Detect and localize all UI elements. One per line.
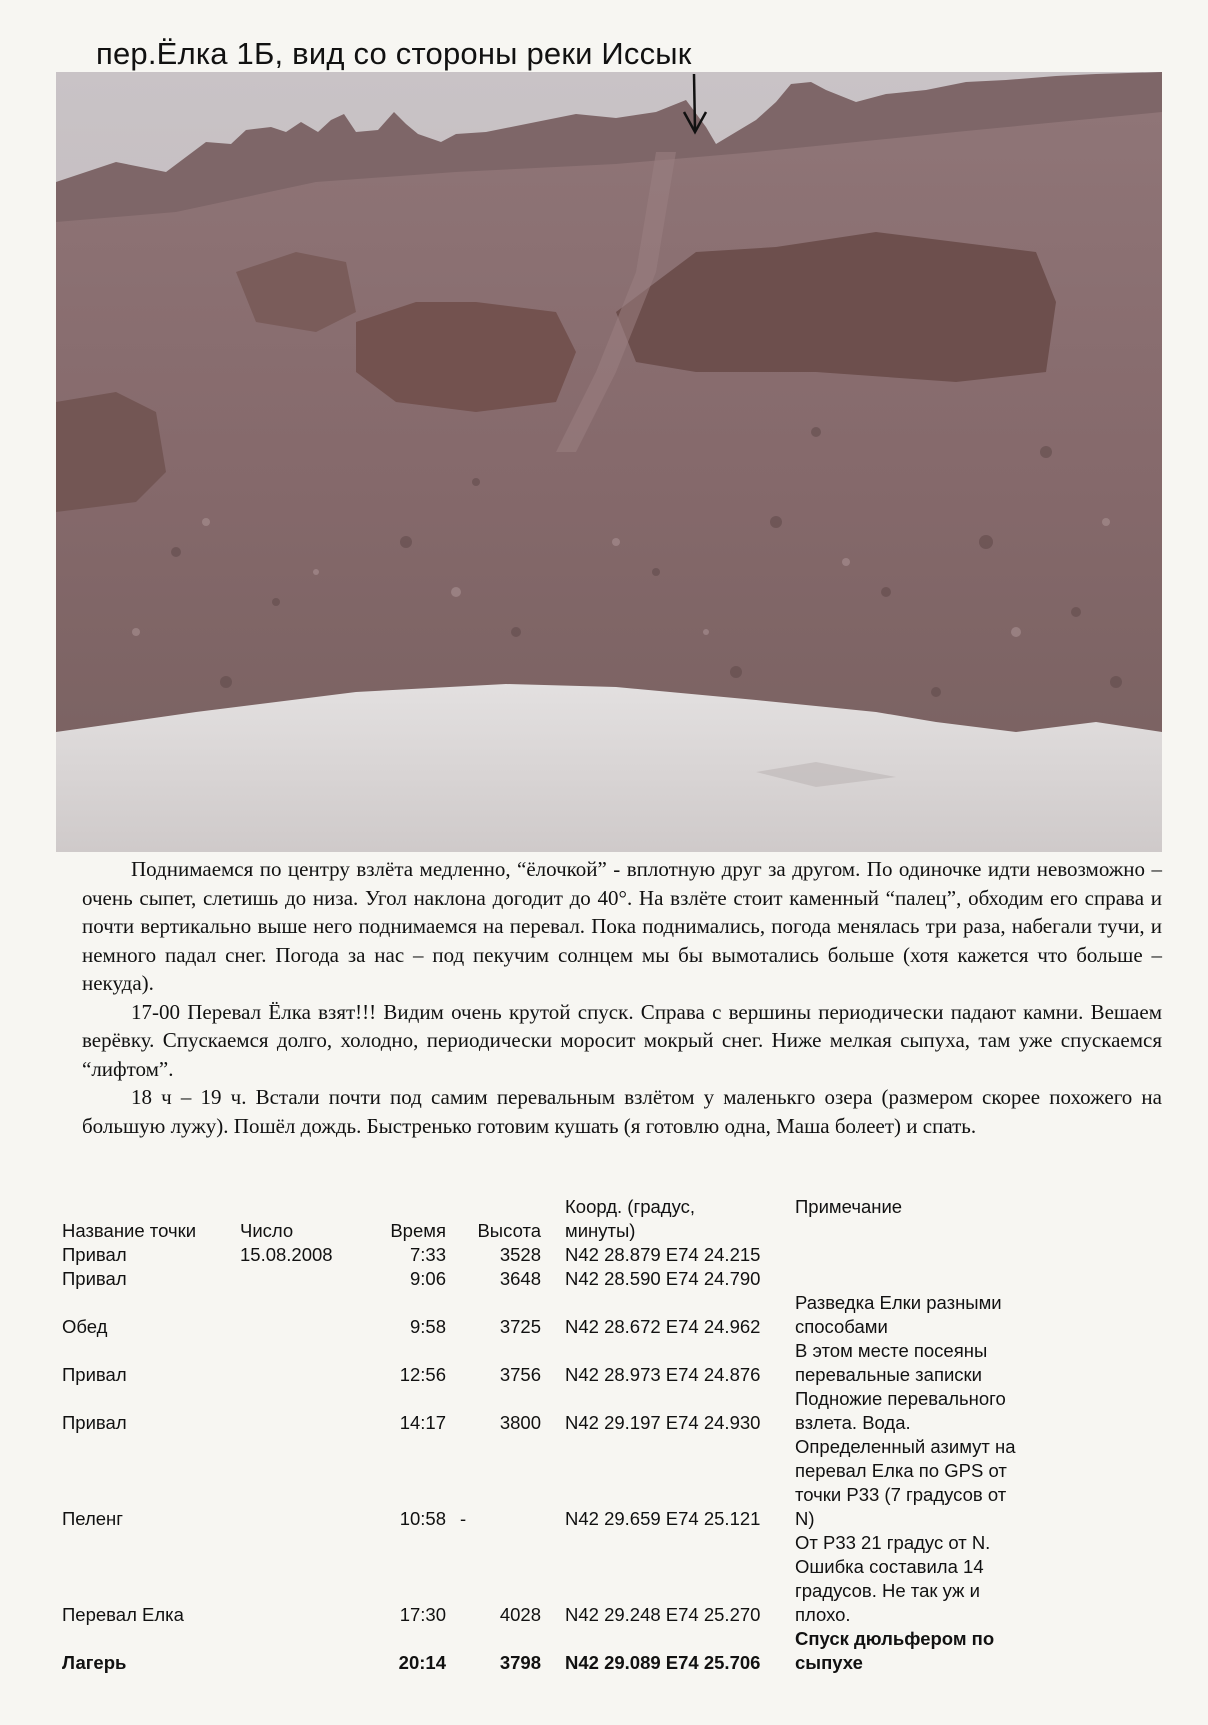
- cell-name: Лагерь: [62, 1652, 127, 1673]
- paragraph: Поднимаемся по центру взлёта медленно, “ёлочкой” - вплотную друг за другом. По одиночке идти невозможно – очень сыпет, слетишь до низа. Угол наклона догодит до 40°. На взлёте стоит каменный “палец”, обходим его справа и почти вертикально выше него поднимаемся на перевал. Пока поднимались, погода менялась три раза, набегали тучи, и немного падал снег. Погода за нас – под пекучим солнцем мы бы вымотались больше (хотя кажется что больше – некуда).: [82, 857, 1162, 995]
- cell-note: Разведка Елки разными способами: [795, 1292, 1002, 1337]
- cell-name: Привал: [62, 1244, 127, 1265]
- cell-name: Привал: [62, 1412, 127, 1433]
- mountain-photo: [56, 72, 1162, 852]
- cell-coord: N42 28.590 E74 24.790: [565, 1268, 761, 1289]
- cell-note: Подножие перевального взлета. Вода.: [795, 1388, 1006, 1433]
- cell-height: 3800: [499, 1412, 541, 1433]
- cell-height: -: [460, 1508, 467, 1529]
- cell-date: 15.08.2008: [240, 1244, 333, 1265]
- cell-height: 3756: [499, 1364, 541, 1385]
- cell-date: [238, 1531, 368, 1627]
- cell-coord: N42 29.248 E74 25.270: [565, 1604, 761, 1625]
- cell-time: 9:58: [409, 1316, 446, 1337]
- cell-height: 3725: [499, 1316, 541, 1337]
- cell-time: 10:58: [399, 1508, 446, 1529]
- cell-note: Спуск дюльфером по сыпухе: [795, 1628, 995, 1673]
- header-note: Примечание: [795, 1196, 903, 1217]
- cell-note: Определенный азимут на перевал Елка по GPS от точки Р33 (7 градусов от N): [795, 1436, 1016, 1529]
- table-row: [60, 1435, 1032, 1531]
- cell-note: [767, 1267, 1032, 1291]
- cell-date: [238, 1387, 368, 1435]
- header-date: Число: [240, 1220, 294, 1241]
- table-row: [60, 1267, 1032, 1291]
- cell-coord: N42 28.879 E74 24.215: [565, 1244, 761, 1265]
- cell-name: Привал: [62, 1364, 127, 1385]
- cell-name: Привал: [62, 1268, 127, 1289]
- cell-name: Пеленг: [62, 1508, 124, 1529]
- cell-date: [238, 1339, 368, 1387]
- table-row: [60, 1243, 1032, 1267]
- cell-name: Перевал Елка: [62, 1604, 184, 1625]
- cell-date: [238, 1627, 368, 1675]
- cell-time: 12:56: [399, 1364, 446, 1385]
- table-row: [60, 1387, 1032, 1435]
- cell-height: 4028: [499, 1604, 541, 1625]
- cell-note: [767, 1243, 1032, 1267]
- cell-coord: N42 29.089 E74 25.706: [565, 1652, 761, 1673]
- table-row: [60, 1339, 1032, 1387]
- cell-name: Обед: [62, 1316, 108, 1337]
- cell-coord: N42 28.973 E74 24.876: [565, 1364, 761, 1385]
- cell-time: 20:14: [398, 1652, 446, 1673]
- cell-time: 17:30: [399, 1604, 446, 1625]
- cell-height: 3648: [499, 1268, 541, 1289]
- header-height: Высота: [477, 1220, 541, 1241]
- cell-time: 14:17: [399, 1412, 446, 1433]
- cell-coord: N42 28.672 E74 24.962: [565, 1316, 761, 1337]
- route-table: [60, 1195, 1170, 1675]
- cell-time: 9:06: [409, 1268, 446, 1289]
- cell-height: 3528: [499, 1244, 541, 1265]
- photo-caption: пер.Ёлка 1Б, вид со стороны реки Иссык: [96, 36, 692, 71]
- diary-text: [82, 855, 1162, 1140]
- cell-note: От Р33 21 градус от N. Ошибка составила 14 градусов. Не так уж и плохо.: [795, 1532, 991, 1625]
- table-body: [60, 1243, 1032, 1675]
- cell-date: [238, 1435, 368, 1531]
- paragraph: 18 ч – 19 ч. Встали почти под самим перевальным взлётом у маленькго озера (размером скорее похожего на большую лужу). Пошёл дождь. Быстренько готовим кушать (я готовлю одна, Маша болеет) и спать.: [82, 1085, 1162, 1138]
- header-coord: Коорд. (градус, минуты): [565, 1196, 696, 1241]
- cell-time: 7:33: [409, 1244, 446, 1265]
- cell-height: 3798: [499, 1652, 541, 1673]
- paragraph: 17-00 Перевал Ёлка взят!!! Видим очень крутой спуск. Справа с вершины периодически падают камни. Вешаем верёвку. Спускаемся долго, холодно, периодически моросит мокрый снег. Ниже мелкая сыпуха, там уже спускаемся “лифтом”.: [82, 999, 1162, 1081]
- cell-coord: N42 29.659 E74 25.121: [565, 1508, 761, 1529]
- cell-note: В этом месте посеяны перевальные записки: [795, 1340, 988, 1385]
- table-row: [60, 1291, 1032, 1339]
- table-row: [60, 1627, 1032, 1675]
- cell-date: [238, 1291, 368, 1339]
- table-row: [60, 1531, 1032, 1627]
- cell-date: [238, 1267, 368, 1291]
- cell-coord: N42 29.197 E74 24.930: [565, 1412, 761, 1433]
- header-name: Название точки: [62, 1220, 197, 1241]
- header-time: Время: [390, 1220, 446, 1241]
- down-arrow-icon: [680, 72, 710, 141]
